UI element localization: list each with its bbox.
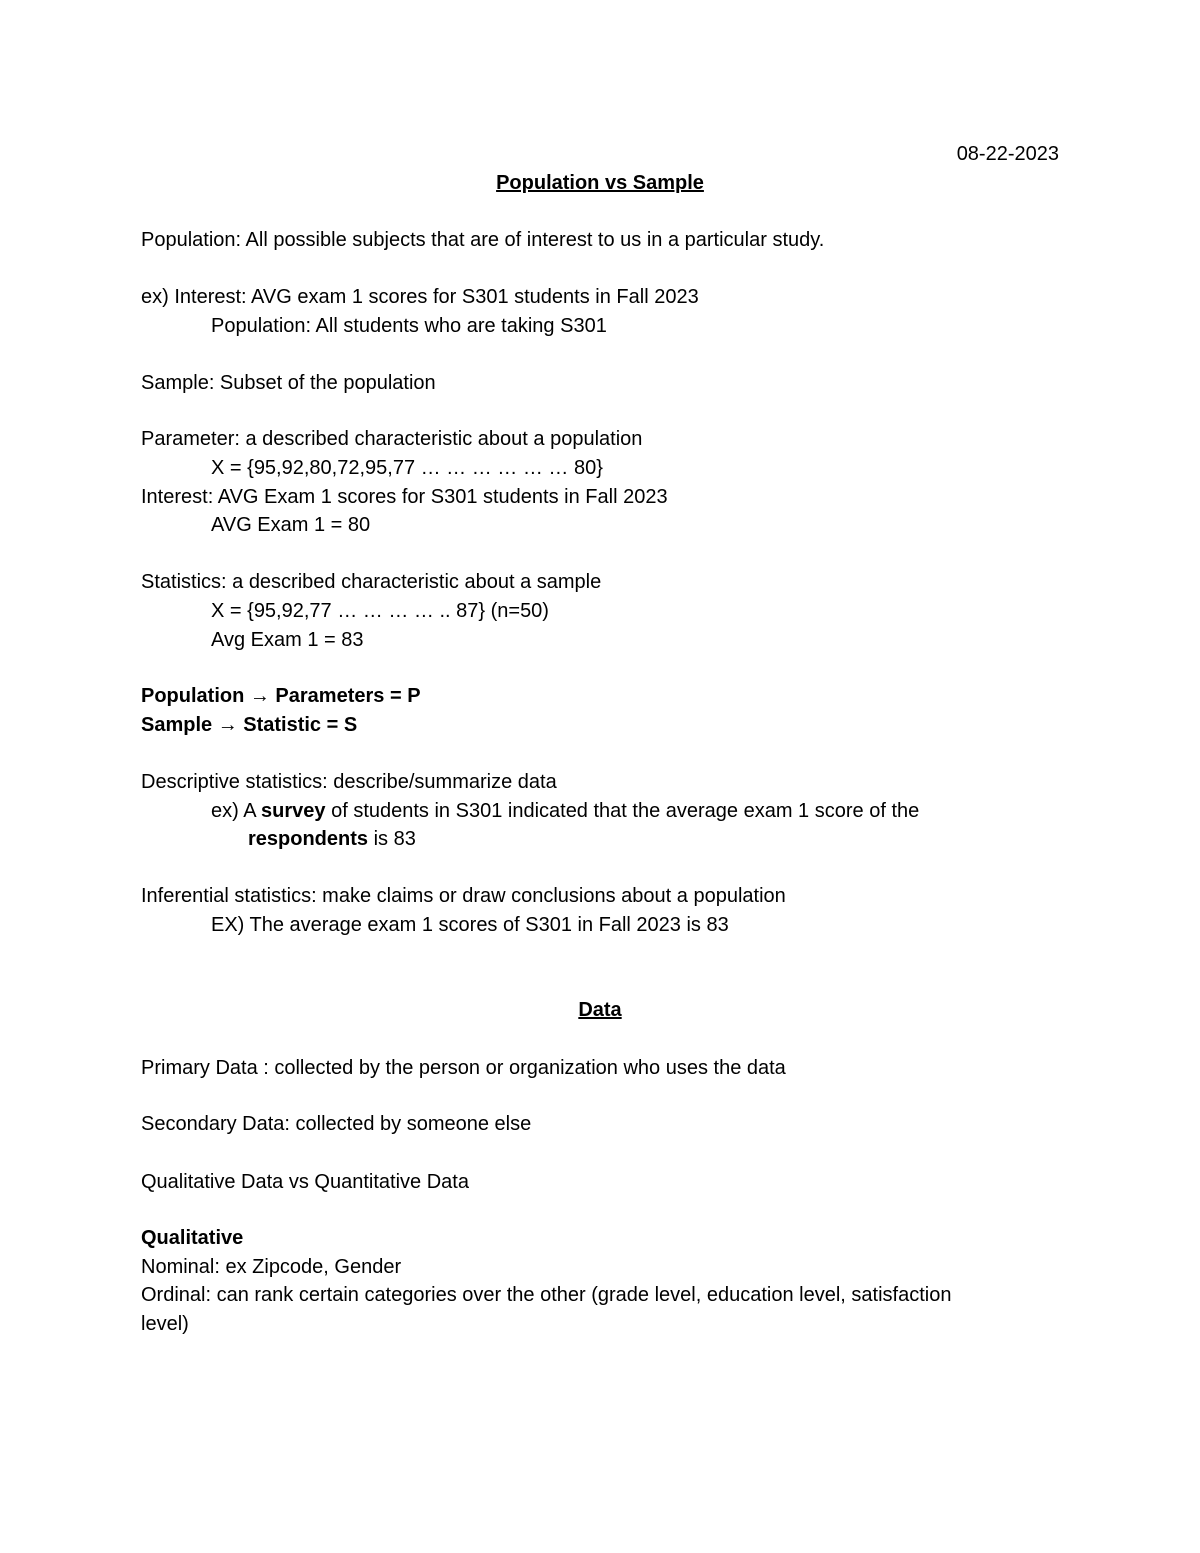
sample-definition: Sample: Subset of the population xyxy=(141,372,436,394)
statistics-average: Avg Exam 1 = 83 xyxy=(211,629,364,651)
secondary-data-definition: Secondary Data: collected by someone else xyxy=(141,1113,532,1135)
inferential-example: EX) The average exam 1 scores of S301 in Fall 2023 is 83 xyxy=(211,914,729,936)
nominal-definition: Nominal: ex Zipcode, Gender xyxy=(141,1256,402,1278)
ordinal-definition-continued: level) xyxy=(141,1313,189,1335)
parameter-set: X = {95,92,80,72,95,77 … … … … … … 80} xyxy=(211,457,603,479)
descriptive-example-continued xyxy=(248,827,416,851)
descriptive-example-respondents: respondents xyxy=(248,828,369,850)
qualitative-vs-quantitative: Qualitative Data vs Quantitative Data xyxy=(141,1171,469,1193)
descriptive-definition: Descriptive statistics: describe/summarize data xyxy=(141,771,557,793)
ordinal-definition: Ordinal: can rank certain categories over the other (grade level, education level, satisfaction xyxy=(141,1284,952,1306)
descriptive-example-survey: survey xyxy=(261,800,326,822)
parameter-average: AVG Exam 1 = 80 xyxy=(211,514,371,536)
example-population: Population: All students who are taking S301 xyxy=(211,315,607,337)
example-interest: ex) Interest: AVG exam 1 scores for S301 students in Fall 2023 xyxy=(141,286,699,308)
qualitative-heading: Qualitative xyxy=(141,1227,244,1249)
document-date: 08-22-2023 xyxy=(956,143,1059,165)
descriptive-example-middle: of students in S301 indicated that the average exam 1 score of the xyxy=(325,800,920,822)
section-title-population-vs-sample: Population vs Sample xyxy=(496,172,704,194)
parameter-definition: Parameter: a described characteristic about a population xyxy=(141,428,643,450)
section-title-data: Data xyxy=(578,999,622,1021)
statistics-definition: Statistics: a described characteristic about a sample xyxy=(141,571,602,593)
statistics-set: X = {95,92,77 … … … … .. 87} (n=50) xyxy=(211,600,549,622)
primary-data-definition: Primary Data : collected by the person or organization who uses the data xyxy=(141,1057,786,1079)
inferential-definition: Inferential statistics: make claims or draw conclusions about a population xyxy=(141,885,786,907)
population-definition: Population: All possible subjects that are of interest to us in a particular study. xyxy=(141,229,825,251)
descriptive-example-suffix: is 83 xyxy=(368,828,416,850)
rule-sample-statistic: Sample → Statistic = S xyxy=(141,714,358,736)
rule-population-parameters: Population → Parameters = P xyxy=(141,685,421,707)
descriptive-example-prefix: ex) A xyxy=(211,800,262,822)
parameter-interest: Interest: AVG Exam 1 scores for S301 students in Fall 2023 xyxy=(141,486,668,508)
descriptive-example xyxy=(211,799,919,823)
